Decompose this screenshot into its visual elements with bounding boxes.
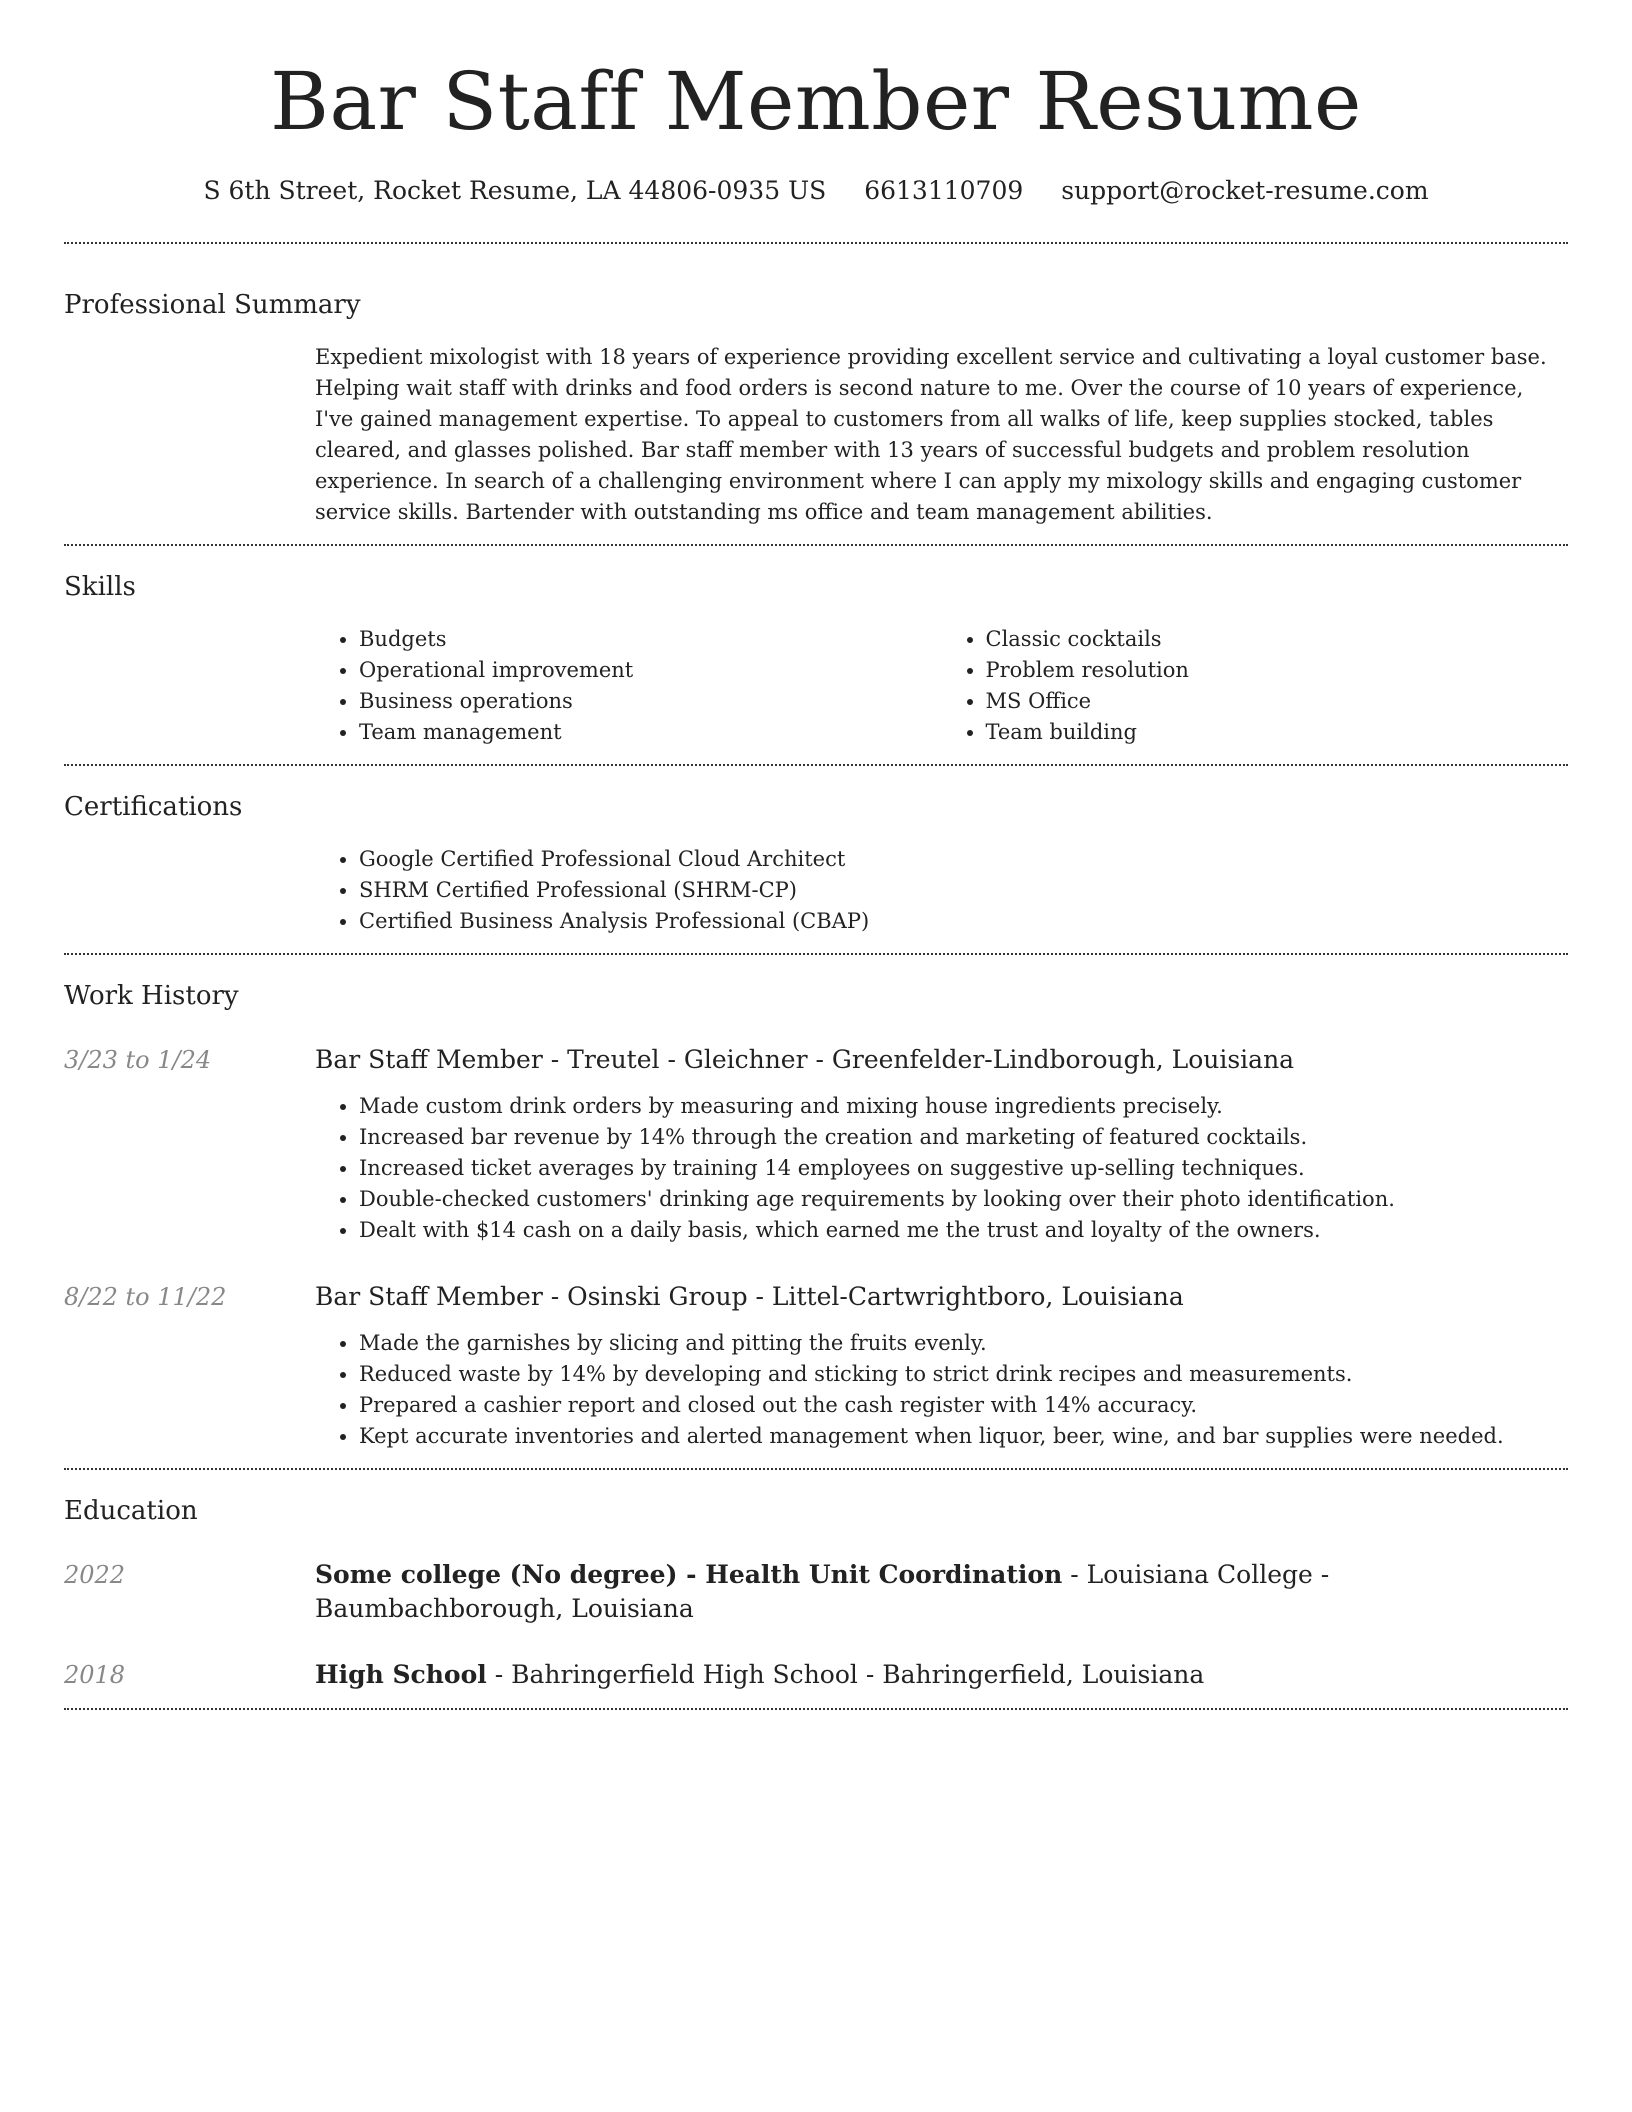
- contact-email: support@rocket-resume.com: [1061, 176, 1429, 205]
- certification-item: • Certified Business Analysis Professional (CBAP): [359, 906, 1568, 937]
- job-bullet: • Increased bar revenue by 14% through the creation and marketing of featured cocktails.: [359, 1122, 1568, 1153]
- education-title: Education: [64, 1496, 198, 1526]
- education-entry: [64, 1558, 1568, 1626]
- job-bullet: • Reduced waste by 14% by developing and sticking to strict drink recipes and measurements.: [359, 1359, 1568, 1390]
- education-degree: High School: [315, 1660, 487, 1689]
- contact-address: S 6th Street, Rocket Resume, LA 44806-0935 US: [203, 176, 827, 205]
- skill-item: • Operational improvement: [359, 655, 942, 686]
- skills-column-right: [942, 624, 1569, 748]
- job-entry: [64, 1043, 1568, 1246]
- skill-item: • Classic cocktails: [986, 624, 1569, 655]
- skills-section: [64, 546, 1568, 764]
- job-dates: 8/22 to 11/22: [64, 1283, 227, 1311]
- education-detail: [315, 1658, 1568, 1692]
- resume-title: Bar Staff Member Resume: [270, 55, 1362, 148]
- skills-column-left: [315, 624, 942, 748]
- contact-phone: 6613110709: [864, 176, 1024, 205]
- job-bullet: • Increased ticket averages by training 14 employees on suggestive up-selling techniques.: [359, 1153, 1568, 1184]
- job-bullets: [315, 1091, 1568, 1246]
- certifications-title: Certifications: [64, 792, 243, 822]
- skill-item: • Budgets: [359, 624, 942, 655]
- education-detail: [315, 1558, 1568, 1626]
- summary-text: Expedient mixologist with 18 years of experience providing excellent service and cultivating a loyal customer base. Helping wait staff with drinks and food orders is second nature to me. Over the course of 10 years of experience, I've gained management expertise. To appeal to customers from all walks of life, keep supplies stocked, tables cleared, and glasses polished. Bar staff member with 13 years of successful budgets and problem resolution experience. In search of a challenging environment where I can apply my mixology skills and engaging customer service skills. Bartender with outstanding ms office and team management abilities.: [315, 345, 1547, 524]
- skill-item: • Problem resolution: [986, 655, 1569, 686]
- contact-line: [64, 174, 1568, 208]
- education-school: - Louisiana College - Baumbachborough, Louisiana: [315, 1560, 1330, 1623]
- job-bullet: • Dealt with $14 cash on a daily basis, which earned me the trust and loyalty of the owners.: [359, 1215, 1568, 1246]
- certification-item: • Google Certified Professional Cloud Architect: [359, 844, 1568, 875]
- job-detail: [315, 1280, 1568, 1452]
- summary-title: Professional Summary: [64, 290, 361, 320]
- skill-item: • Business operations: [359, 686, 942, 717]
- job-bullet: • Made custom drink orders by measuring and mixing house ingredients precisely.: [359, 1091, 1568, 1122]
- skills-title: Skills: [64, 572, 136, 602]
- certifications-section: [64, 766, 1568, 953]
- divider: [64, 1708, 1568, 1710]
- education-school: - Bahringerfield High School - Bahringerfield, Louisiana: [486, 1660, 1205, 1689]
- education-entry: [64, 1658, 1568, 1692]
- education-section: [64, 1470, 1568, 1708]
- education-year: 2018: [64, 1661, 126, 1689]
- certification-item: • SHRM Certified Professional (SHRM-CP): [359, 875, 1568, 906]
- education-degree: Some college (No degree) - Health Unit Coordination: [315, 1560, 1063, 1589]
- job-bullet: • Made the garnishes by slicing and pitting the fruits evenly.: [359, 1328, 1568, 1359]
- job-entry: [64, 1280, 1568, 1452]
- work-history-section: [64, 955, 1568, 1468]
- summary-section: [64, 244, 1568, 544]
- job-heading: Bar Staff Member - Osinski Group - Littel-Cartwrightboro, Louisiana: [315, 1282, 1184, 1311]
- skill-item: • Team building: [986, 717, 1569, 748]
- job-heading: Bar Staff Member - Treutel - Gleichner - Greenfelder-Lindborough, Louisiana: [315, 1045, 1295, 1074]
- skill-item: • Team management: [359, 717, 942, 748]
- certifications-list: [315, 844, 1568, 937]
- job-bullet: • Double-checked customers' drinking age requirements by looking over their photo identification.: [359, 1184, 1568, 1215]
- skill-item: • MS Office: [986, 686, 1569, 717]
- work-history-title: Work History: [64, 981, 239, 1011]
- job-dates: 3/23 to 1/24: [64, 1046, 212, 1074]
- job-detail: [315, 1043, 1568, 1246]
- job-bullet: • Prepared a cashier report and closed out the cash register with 14% accuracy.: [359, 1390, 1568, 1421]
- education-year: 2022: [64, 1561, 126, 1589]
- job-bullet: • Kept accurate inventories and alerted management when liquor, beer, wine, and bar supplies were needed.: [359, 1421, 1568, 1452]
- job-bullets: [315, 1328, 1568, 1452]
- skills-list: [315, 624, 1568, 748]
